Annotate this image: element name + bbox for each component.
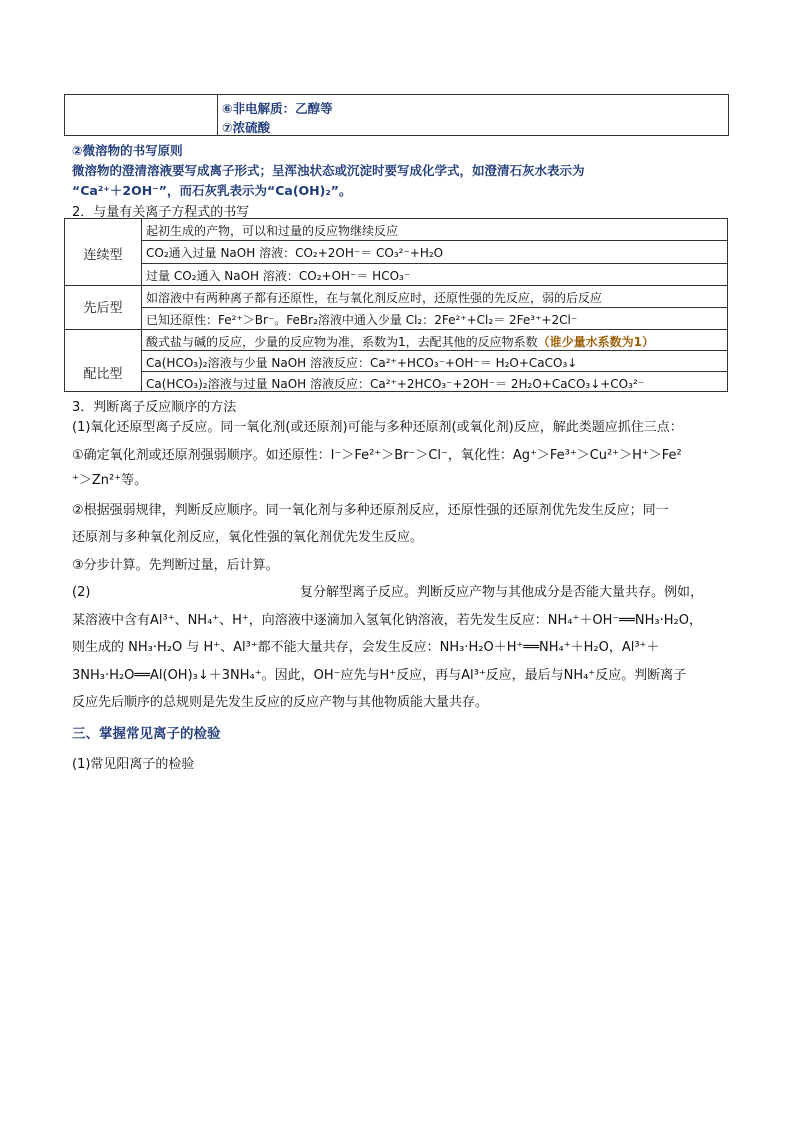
category-ratio: 配比型 — [83, 367, 123, 382]
table-cell: Ca(HCO₃)₂溶液与少量 NaOH 溶液反应：Ca²⁺+HCO₃⁻+OH⁻＝ H₂O+CaCO₃↓ — [146, 356, 578, 370]
category-sequential: 先后型 — [83, 301, 123, 316]
table-cell: 起初生成的产物，可以和过量的反应物继续反应 — [146, 224, 399, 238]
table-cell: CO₂通入过量 NaOH 溶液：CO₂+2OH⁻＝ CO₃²⁻+H₂O — [146, 246, 444, 260]
table-cell: 已知还原性：Fe²⁺＞Br⁻。FeBr₂溶液中通入少量 Cl₂：2Fe²⁺+Cl₂＝ 2Fe³⁺+2Cl⁻ — [146, 313, 578, 327]
paragraph-order-2b: 还原剂与多种氧化剂反应，氧化性强的氧化剂优先发生反应。 — [72, 530, 424, 545]
column-divider — [217, 95, 218, 135]
table-cell-ratio-rule: 酸式盐与碱的反应，少量的反应物为准，系数为1，去配其他的反应物系数（谁少量水系数为1） — [146, 335, 654, 349]
paragraph-double-displacement: 复分解型离子反应。判断反应产物与其他成分是否能大量共存。例如， — [300, 585, 704, 600]
cation-test-heading: (1)常见阳离子的检验 — [72, 757, 195, 772]
paragraph-example-4: 反应先后顺序的总规则是先发生反应的反应产物与其他物质能大量共存。 — [72, 695, 489, 710]
non-electrolyte-line: ⑥非电解质：乙醇等 — [222, 101, 333, 116]
top-table-fragment — [64, 94, 729, 136]
micro-soluble-body-1: 微溶物的澄清溶液要写成离子形式；呈浑浊状态或沉淀时要写成化学式，如澄清石灰水表示为 — [72, 163, 585, 178]
micro-soluble-heading: ②微溶物的书写原则 — [72, 143, 183, 158]
section-three-title: 三、掌握常见离子的检验 — [72, 726, 221, 742]
paragraph-number-2: (2) — [72, 585, 91, 600]
paragraph-example-1: 某溶液中含有Al³⁺、NH₄⁺、H⁺，向溶液中逐滴加入氢氧化钠溶液，若先发生反应：NH₄⁺＋OH⁻══NH₃·H₂O， — [72, 613, 702, 628]
paragraph-example-2: 则生成的 NH₃·H₂O 与 H⁺、Al³⁺都不能大量共存，会发生反应：NH₃·H₂O＋H⁺══NH₄⁺＋H₂O，Al³⁺＋ — [72, 640, 660, 655]
paragraph-order-2: ②根据强弱规律，判断反应顺序。同一氧化剂与多种还原剂反应，还原性强的还原剂优先发生反应；同一 — [72, 503, 669, 518]
ion-equation-table — [64, 218, 728, 392]
paragraph-order-1: ①确定氧化剂或还原剂强弱顺序。如还原性：I⁻＞Fe²⁺＞Br⁻＞Cl⁻，氧化性：Ag⁺＞Fe³⁺＞Cu²⁺＞H⁺＞Fe² — [72, 448, 682, 463]
micro-soluble-body-2: “Ca²⁺＋2OH⁻”，而石灰乳表示为“Ca(OH)₂”。 — [72, 183, 352, 198]
paragraph-redox: (1)氧化还原型离子反应。同一氧化剂(或还原剂)可能与多种还原剂(或氧化剂)反应，解此类题应抓住三点： — [72, 420, 683, 435]
paragraph-order-3: ③分步计算。先判断过量，后计算。 — [72, 558, 279, 573]
paragraph-order-1b: ⁺＞Zn²⁺等。 — [72, 473, 148, 488]
paragraph-example-3: 3NH₃·H₂O══Al(OH)₃↓＋3NH₄⁺。因此，OH⁻应先与H⁺反应，再与Al³⁺反应，最后与NH₄⁺反应。判断离子 — [72, 668, 687, 683]
category-continuous: 连续型 — [83, 248, 123, 263]
highlight-note: （谁少量水系数为1） — [537, 335, 654, 349]
section-2-title: 2．与量有关离子方程式的书写 — [72, 205, 250, 220]
table-cell: 过量 CO₂通入 NaOH 溶液：CO₂+OH⁻＝ HCO₃⁻ — [146, 269, 411, 283]
sulfuric-acid-line: ⑦浓硫酸 — [222, 120, 271, 135]
section-3-title: 3．判断离子反应顺序的方法 — [72, 400, 237, 415]
table-cell: 如溶液中有两种离子都有还原性，在与氧化剂反应时，还原性强的先反应，弱的后反应 — [146, 291, 603, 305]
table-cell: Ca(HCO₃)₂溶液与过量 NaOH 溶液反应：Ca²⁺+2HCO₃⁻+2OH⁻＝ 2H₂O+CaCO₃↓+CO₃²⁻ — [146, 377, 645, 391]
